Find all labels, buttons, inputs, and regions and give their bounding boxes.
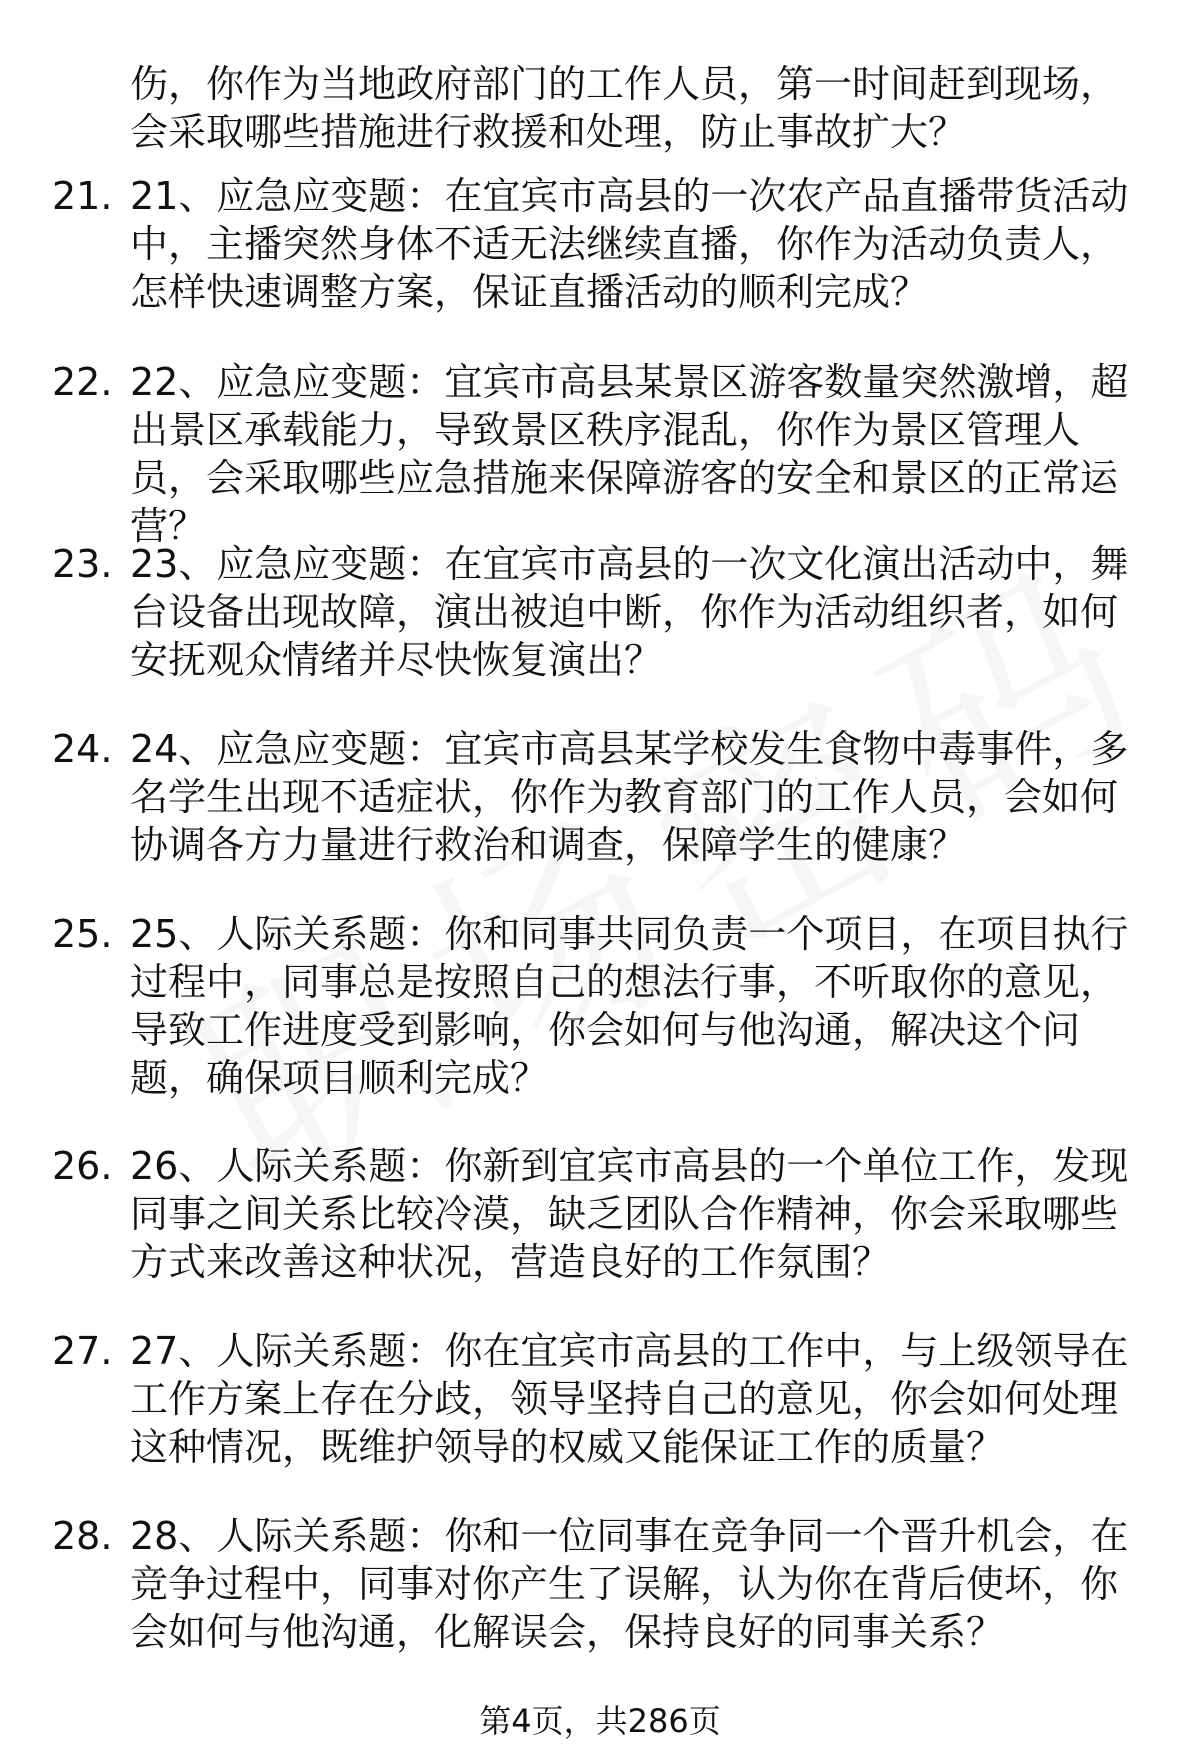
item-text: 21、应急应变题：在宜宾市高县的一次农产品直播带货活动中，主播突然身体不适无法继续直播，你作为活动负责人，怎样快速调整方案，保证直播活动的顺利完成？: [130, 174, 1129, 314]
item-number: 28.: [52, 1514, 113, 1558]
item-number: 25.: [52, 912, 113, 956]
item-number: 24.: [52, 727, 113, 771]
item-text: 28、人际关系题：你和一位同事在竞争同一个晋升机会，在竞争过程中，同事对你产生了误解，认为你在背后使坏，你会如何与他沟通，化解误会，保持良好的同事关系？: [130, 1514, 1129, 1654]
item-text: 22、应急应变题：宜宾市高县某景区游客数量突然激增，超出景区承载能力，导致景区秩序混乱，你作为景区管理人员，会采取哪些应急措施来保障游客的安全和景区的正常运营？: [130, 360, 1129, 548]
item-number: 21.: [52, 174, 113, 218]
item-text: 23、应急应变题：在宜宾市高县的一次文化演出活动中，舞台设备出现故障，演出被迫中断，你作为活动组织者，如何安抚观众情绪并尽快恢复演出？: [130, 542, 1129, 682]
item-text: 26、人际关系题：你新到宜宾市高县的一个单位工作，发现同事之间关系比较冷漠，缺乏团队合作精神，你会采取哪些方式来改善这种状况，营造良好的工作氛围？: [130, 1144, 1129, 1284]
item-text: 24、应急应变题：宜宾市高县某学校发生食物中毒事件，多名学生出现不适症状，你作为教育部门的工作人员，会如何协调各方力量进行救治和调查，保障学生的健康？: [130, 727, 1129, 867]
item-number: 26.: [52, 1144, 113, 1188]
continued-paragraph: 伤，你作为当地政府部门的工作人员，第一时间赶到现场，会采取哪些措施进行救援和处理，防止事故扩大？: [130, 62, 1119, 154]
page-footer: 第4页，共286页: [479, 1702, 721, 1740]
item-number: 22.: [52, 360, 113, 404]
item-text: 25、人际关系题：你和同事共同负责一个项目，在项目执行过程中，同事总是按照自己的想法行事，不听取你的意见，导致工作进度受到影响，你会如何与他沟通，解决这个问题，确保项目顺利完成？: [130, 912, 1129, 1100]
item-number: 27.: [52, 1329, 113, 1373]
item-number: 23.: [52, 542, 113, 586]
item-text: 27、人际关系题：你在宜宾市高县的工作中，与上级领导在工作方案上存在分歧，领导坚持自己的意见，你会如何处理这种情况，既维护领导的权威又能保证工作的质量？: [130, 1329, 1129, 1469]
